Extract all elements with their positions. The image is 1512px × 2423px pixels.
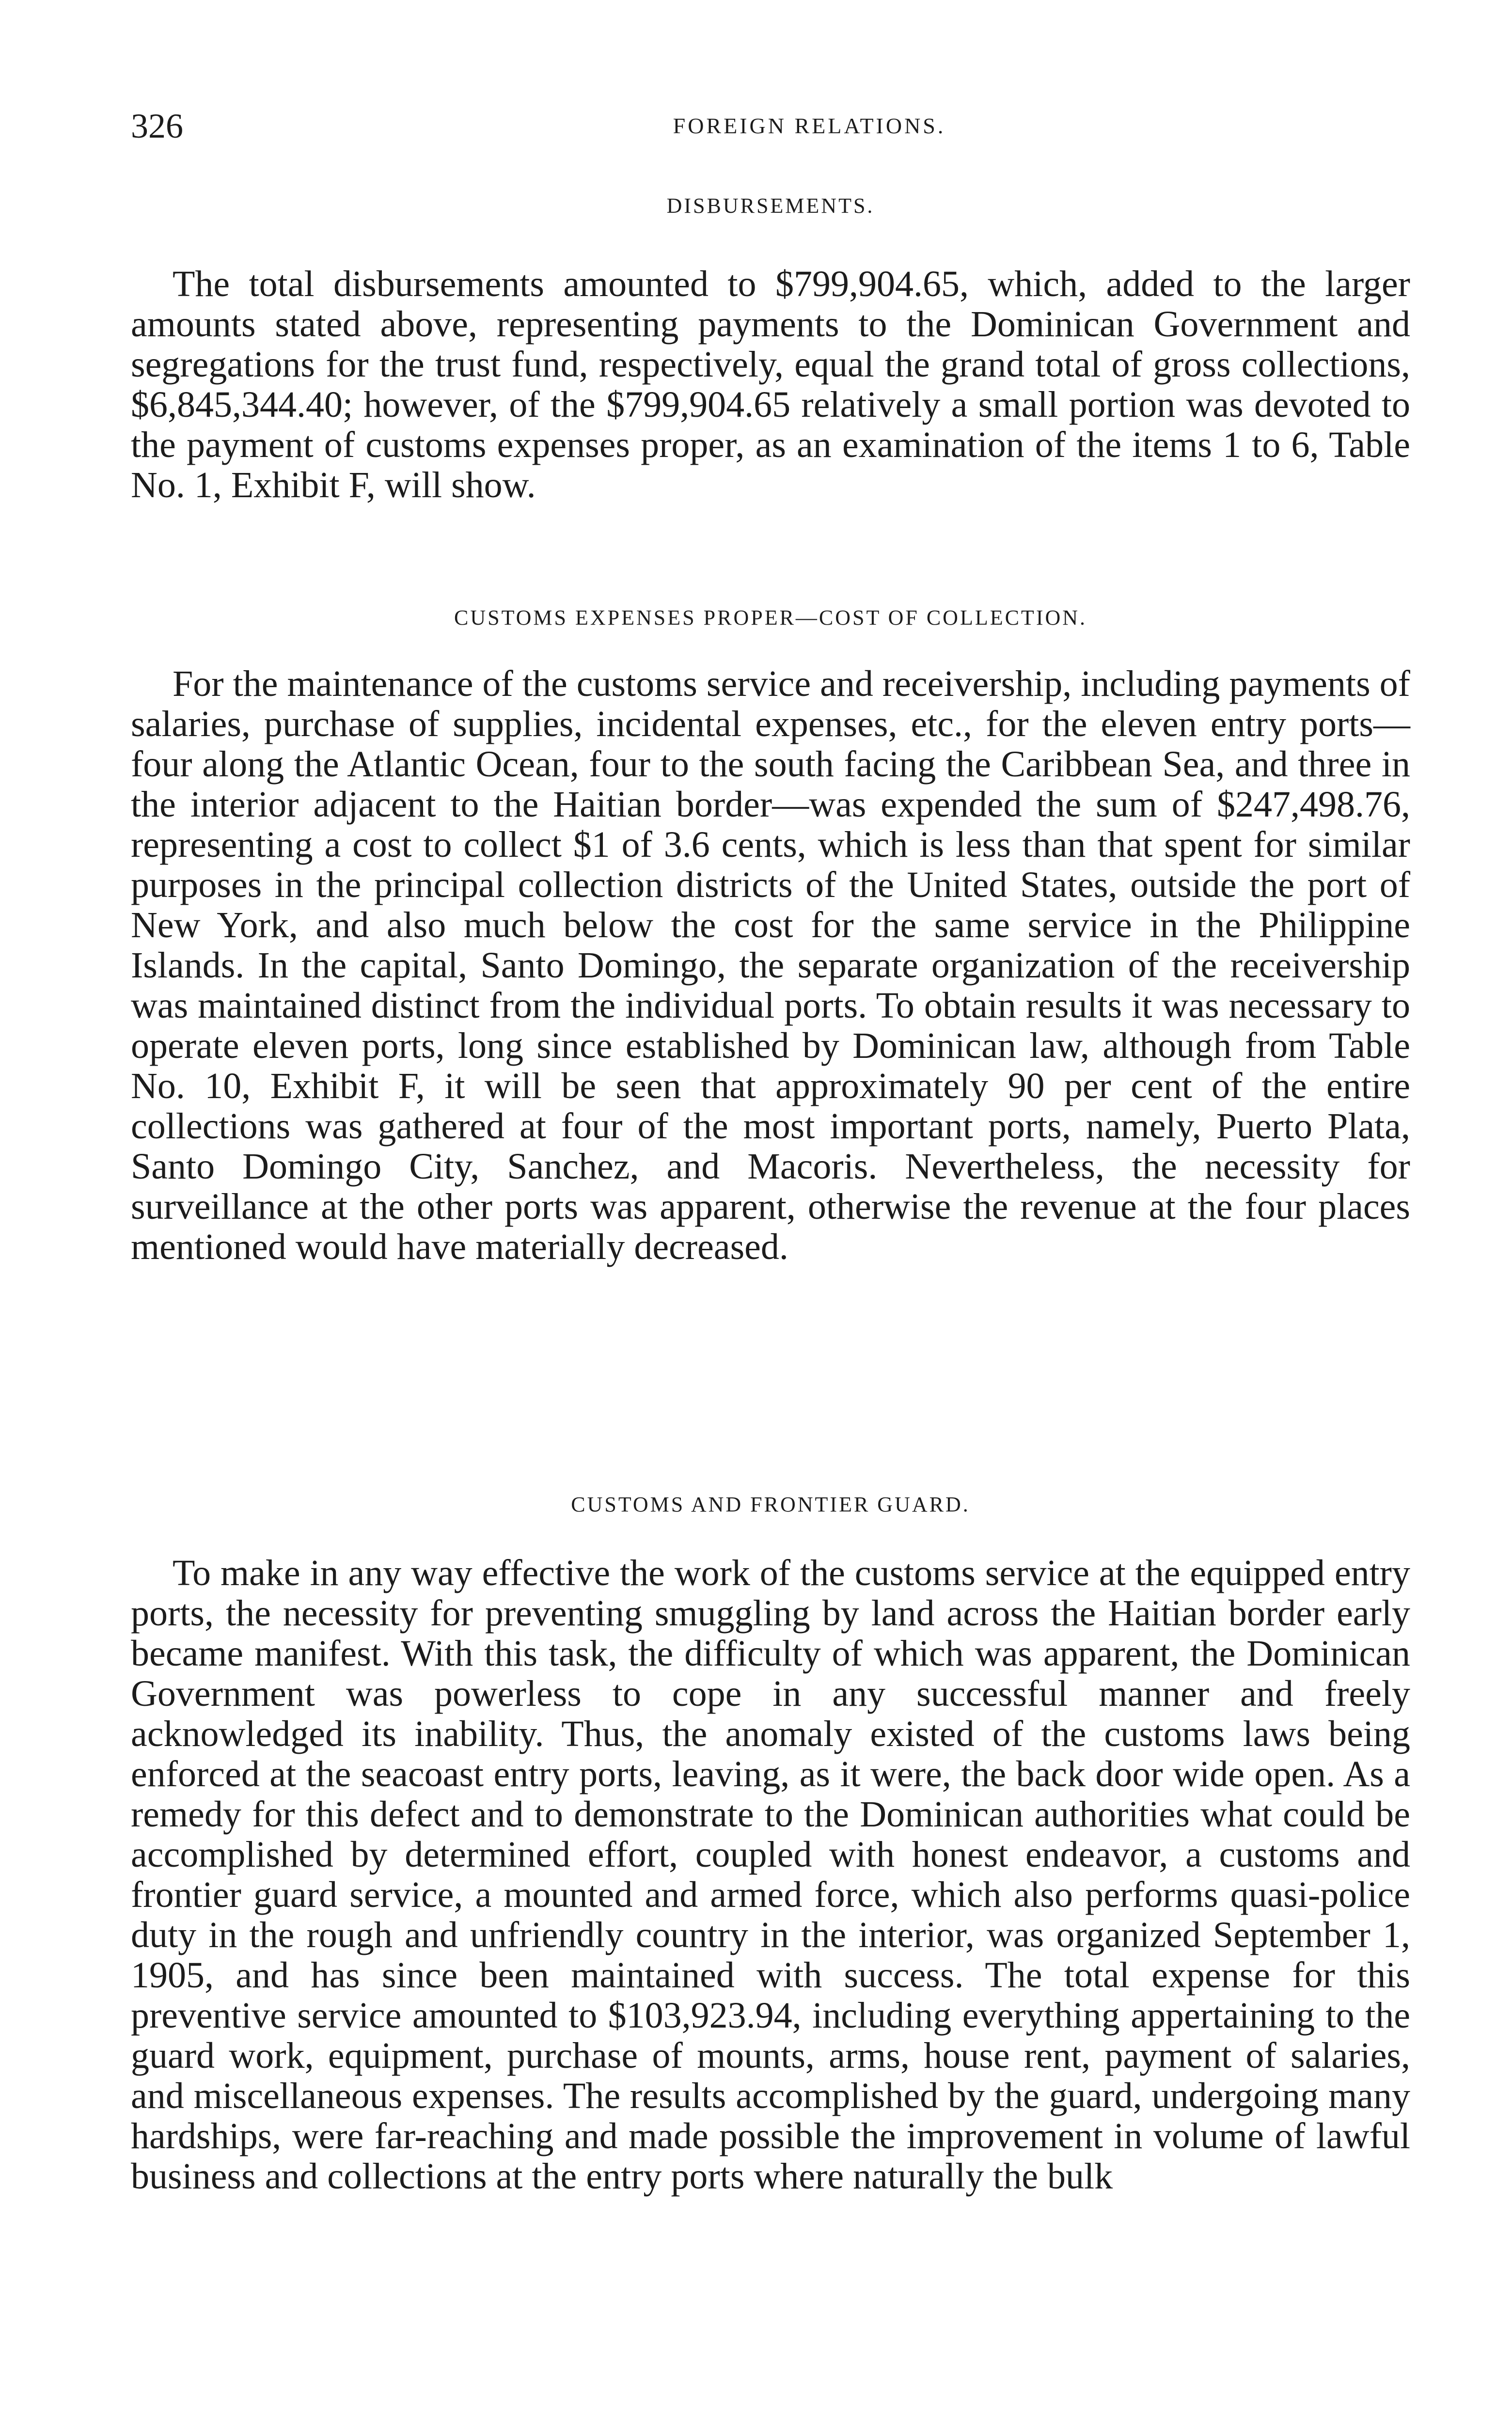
running-title: FOREIGN RELATIONS. (673, 113, 946, 138)
paragraph-customs-expenses: For the maintenance of the customs service and receivership, including payments of salaries, purchase of supplies, incidental expenses, etc., for the eleven entry ports—four along the Atlantic Ocean, four to the south facing the Caribbean Sea, and three in the interior adjacent to the Haitian border—was expended the sum of $247,498.76, representing a cost to collect $1 of 3.6 cents, which is less than that spent for similar purposes in the principal collection districts of the United States, outside the port of New York, and also much below the cost for the same service in the Philippine Islands. In the capital, Santo Domingo, the separate organization of the receivership was maintained distinct from the individual ports. To obtain results it was necessary to operate eleven ports, long since established by Dominican law, although from Table No. 10, Exhibit F, it will be seen that approximately 90 per cent of the entire collections was gathered at four of the most important ports, namely, Puerto Plata, Santo Domingo City, Sanchez, and Macoris. Nevertheless, the necessity for surveillance at the other ports was apparent, otherwise the revenue at the four places mentioned would have materially decreased. (131, 663, 1410, 1267)
page-number: 326 (131, 107, 183, 145)
paragraph-frontier-guard: To make in any way effective the work of the customs service at the equipped entry ports, the necessity for preventing smuggling by land across the Haitian border early became manifest. With this task, the difficulty of which was apparent, the Dominican Government was powerless to cope in any successful manner and freely acknowledged its inability. Thus, the anomaly existed of the customs laws being enforced at the seacoast entry ports, leaving, as it were, the back door wide open. As a remedy for this defect and to demonstrate to the Dominican authorities what could be accomplished by determined effort, coupled with honest endeavor, a customs and frontier guard service, a mounted and armed force, which also performs quasi-police duty in the rough and unfriendly country in the interior, was organized September 1, 1905, and has since been maintained with success. The total expense for this preventive service amounted to $103,923.94, including everything appertaining to the guard work, equipment, purchase of mounts, arms, house rent, payment of salaries, and miscellaneous expenses. The results accomplished by the guard, undergoing many hardships, were far-reaching and made possible the improvement in volume of lawful business and collections at the entry ports where naturally the bulk (131, 1553, 1410, 2197)
section-heading-frontier-guard: CUSTOMS AND FRONTIER GUARD. (571, 1493, 970, 1516)
paragraph-disbursements: The total disbursements amounted to $799,904.65, which, added to the larger amounts stated above, representing payments to the Dominican Government and segregations for the trust fund, respectively, equal the grand total of gross collections, $6,845,344.40; however, of the $799,904.65 relatively a small portion was devoted to the payment of customs expenses proper, as an examination of the items 1 to 6, Table No. 1, Exhibit F, will show. (131, 264, 1410, 505)
section-heading-disbursements: DISBURSEMENTS. (666, 194, 875, 218)
section-heading-customs-expenses: CUSTOMS EXPENSES PROPER—COST OF COLLECTION. (454, 606, 1087, 629)
running-head (131, 104, 1410, 148)
